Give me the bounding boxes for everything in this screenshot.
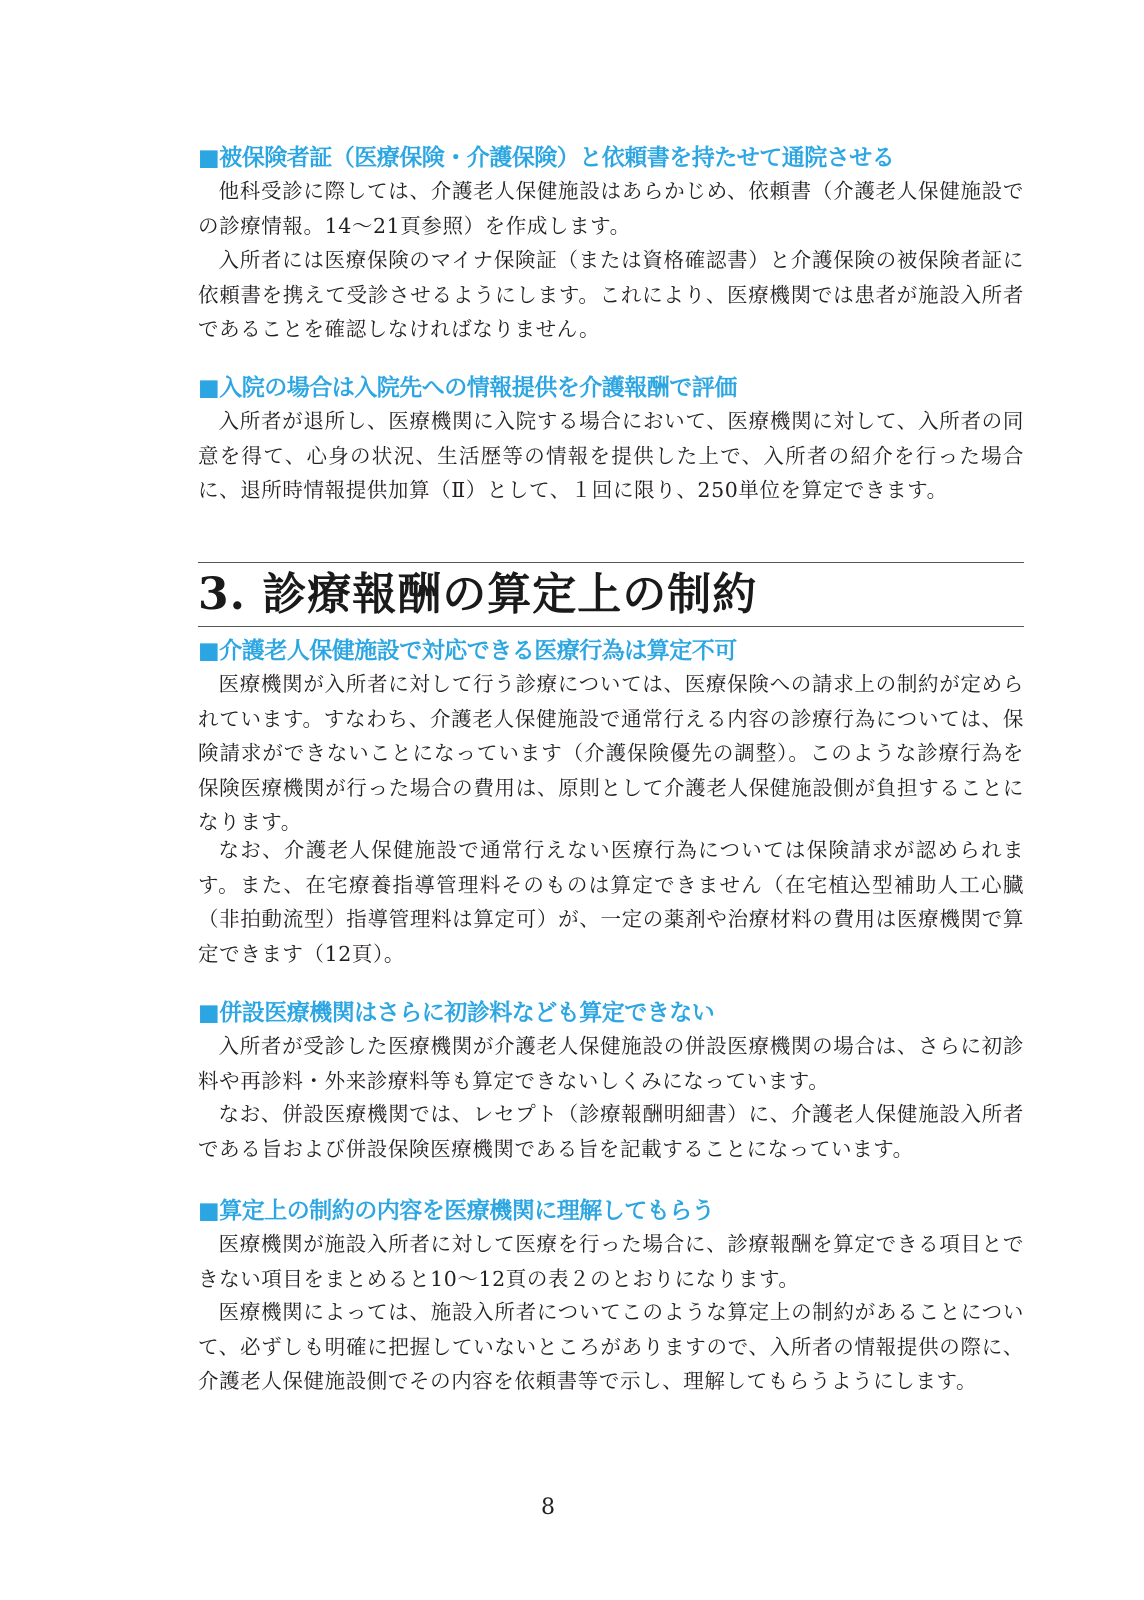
paragraph: 他科受診に際しては、介護老人保健施設はあらかじめ、依頼書（介護老人保健施設での診療情報。14～21頁参照）を作成します。: [198, 179, 1024, 238]
section-heading-understanding: ■算定上の制約の内容を医療機関に理解してもらう: [198, 1198, 715, 1224]
chapter-title: 3. 診療報酬の算定上の制約: [198, 569, 758, 620]
chapter-rule-bottom: [198, 626, 1024, 627]
section-heading-affiliated-institution: ■併設医療機関はさらに初診料なども算定できない: [198, 1000, 715, 1026]
paragraph: なお、併設医療機関では、レセプト（診療報酬明細書）に、介護老人保健施設入所者である旨および併設保険医療機関である旨を記載することになっています。: [198, 1102, 1024, 1161]
paragraph: 入所者には医療保険のマイナ保険証（または資格確認書）と介護保険の被保険者証に依頼書を携えて受診させるようにします。これにより、医療機関では患者が施設入所者であることを確認しなければなりません。: [198, 248, 1024, 341]
section-heading-medical-acts: ■介護老人保健施設で対応できる医療行為は算定不可: [198, 638, 737, 664]
page-number: 8: [541, 1495, 555, 1520]
paragraph: 医療機関によっては、施設入所者についてこのような算定上の制約があることについて、必ずしも明確に把握していないところがありますので、入所者の情報提供の際に、介護老人保健施設側でその内容を依頼書等で示し、理解してもらうようにします。: [198, 1300, 1024, 1393]
paragraph: 入所者が退所し、医療機関に入院する場合において、医療機関に対して、入所者の同意を得て、心身の状況、生活歴等の情報を提供した上で、入所者の紹介を行った場合に、退所時情報提供加算（Ⅱ）として、１回に限り、250単位を算定できます。: [198, 409, 1024, 502]
chapter-rule-top: [198, 562, 1024, 563]
paragraph: 医療機関が入所者に対して行う診療については、医療保険への請求上の制約が定められています。すなわち、介護老人保健施設で通常行える内容の診療行為については、保険請求ができないことになっています（介護保険優先の調整）。このような診療行為を保険医療機関が行った場合の費用は、原則として介護老人保健施設側が負担することになります。: [198, 672, 1024, 834]
section-heading-hospitalization-info: ■入院の場合は入院先への情報提供を介護報酬で評価: [198, 375, 737, 401]
paragraph: 入所者が受診した医療機関が介護老人保健施設の併設医療機関の場合は、さらに初診料や再診料・外来診療料等も算定できないしくみになっています。: [198, 1034, 1024, 1093]
paragraph: 医療機関が施設入所者に対して医療を行った場合に、診療報酬を算定できる項目とできない項目をまとめると10～12頁の表２のとおりになります。: [198, 1232, 1024, 1291]
paragraph: なお、介護老人保健施設で通常行えない医療行為については保険請求が認められます。また、在宅療養指導管理料そのものは算定できません（在宅植込型補助人工心臓（非拍動流型）指導管理料は算定可）が、一定の薬剤や治療材料の費用は医療機関で算定できます（12頁）。: [198, 838, 1024, 966]
section-heading-insurance-cards: ■被保険者証（医療保険・介護保険）と依頼書を持たせて通院させる: [198, 145, 895, 171]
